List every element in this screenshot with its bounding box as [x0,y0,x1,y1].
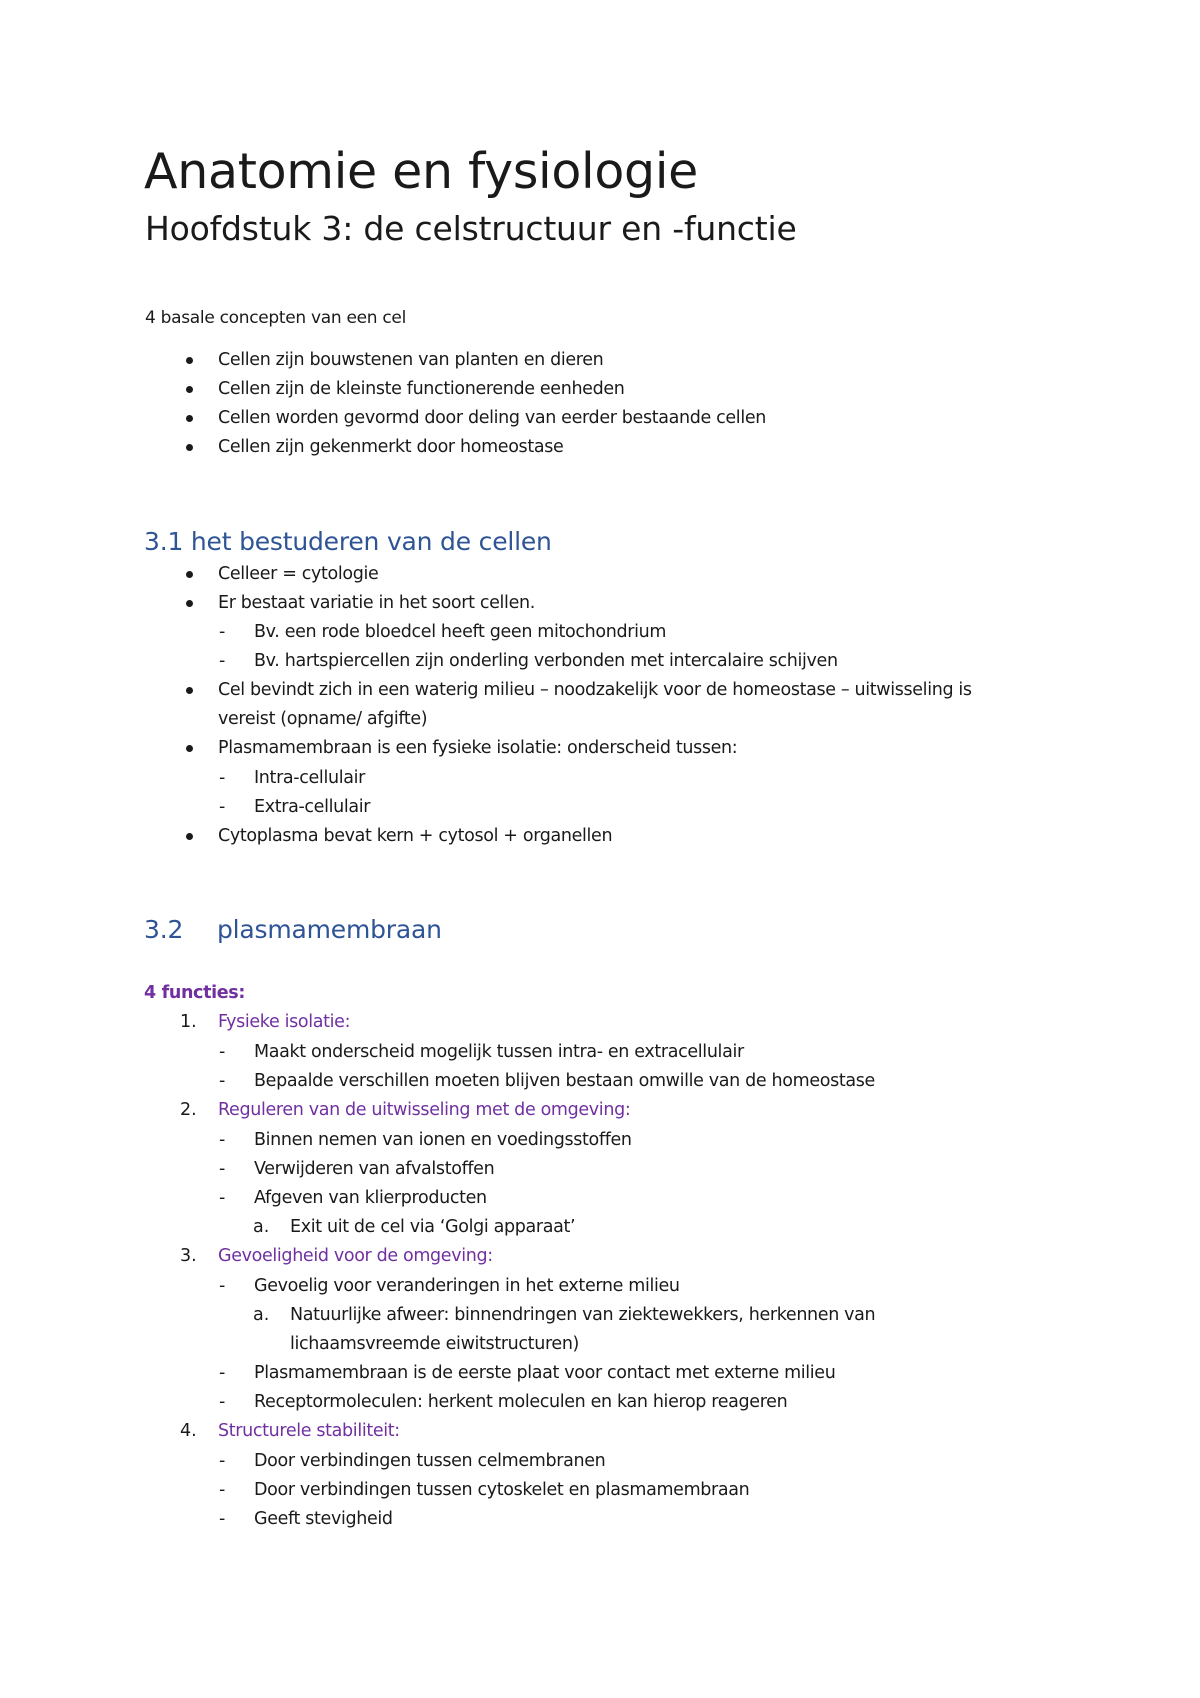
intro-item: Cellen zijn de kleinste functionerende eenheden [218,379,625,399]
function-item: Geeft stevigheid [254,1509,393,1529]
bullet-icon [186,687,193,694]
section-title: plasmamembraan [217,915,442,944]
dash-marker: - [219,1392,226,1412]
dash-marker: - [219,1509,226,1529]
bullet-icon [186,357,193,364]
bullet-icon [186,600,193,607]
document-subtitle: Hoofdstuk 3: de celstructuur en -functie [145,209,797,248]
function-item: Bepaalde verschillen moeten blijven bestaan omwille van de homeostase [254,1071,875,1091]
list-subitem: Intra-cellulair [254,768,365,788]
dash-marker: - [219,1480,226,1500]
intro-item: Cellen zijn gekenmerkt door homeostase [218,437,564,457]
bullet-icon [186,444,193,451]
number-marker: 3. [180,1246,197,1266]
list-item: Cytoplasma bevat kern + cytosol + organellen [218,826,613,846]
section-heading-3-1: 3.1 het bestuderen van de cellen [144,527,552,556]
bullet-icon [186,386,193,393]
list-subitem: Bv. een rode bloedcel heeft geen mitochondrium [254,622,667,642]
list-item: Celleer = cytologie [218,564,379,584]
function-title: Structurele stabiliteit: [218,1421,400,1441]
intro-item: Cellen worden gevormd door deling van eerder bestaande cellen [218,408,766,428]
letter-marker: a. [253,1217,270,1237]
list-item: Plasmamembraan is een fysieke isolatie: onderscheid tussen: [218,738,738,758]
letter-marker: a. [253,1305,270,1325]
dash-marker: - [219,797,226,817]
list-item: Cel bevindt zich in een waterig milieu – noodzakelijk voor de homeostase – uitwisseling is [218,680,972,700]
section-heading-3-2 [144,915,442,944]
function-item: Door verbindingen tussen cytoskelet en plasmamembraan [254,1480,750,1500]
dash-marker: - [219,1130,226,1150]
dash-marker: - [219,1071,226,1091]
function-item: Receptormoleculen: herkent moleculen en kan hierop reageren [254,1392,788,1412]
dash-marker: - [219,1188,226,1208]
function-item: Maakt onderscheid mogelijk tussen intra- en extracellulair [254,1042,744,1062]
dash-marker: - [219,1159,226,1179]
function-title: Fysieke isolatie: [218,1012,351,1032]
list-item-continuation: vereist (opname/ afgifte) [218,709,428,729]
list-item: Er bestaat variatie in het soort cellen. [218,593,535,613]
function-item: Gevoelig voor veranderingen in het externe milieu [254,1276,680,1296]
functions-label: 4 functies: [144,983,245,1003]
bullet-icon [186,833,193,840]
function-item: Binnen nemen van ionen en voedingsstoffen [254,1130,632,1150]
dash-marker: - [219,1042,226,1062]
number-marker: 1. [180,1012,197,1032]
dash-marker: - [219,651,226,671]
function-item: Plasmamembraan is de eerste plaat voor contact met externe milieu [254,1363,836,1383]
dash-marker: - [219,1451,226,1471]
function-title: Reguleren van de uitwisseling met de omgeving: [218,1100,631,1120]
function-subitem: Exit uit de cel via ‘Golgi apparaat’ [290,1217,576,1237]
number-marker: 4. [180,1421,197,1441]
function-item: Door verbindingen tussen celmembranen [254,1451,606,1471]
bullet-icon [186,415,193,422]
dash-marker: - [219,1363,226,1383]
dash-marker: - [219,768,226,788]
function-item: Afgeven van klierproducten [254,1188,487,1208]
dash-marker: - [219,622,226,642]
function-title: Gevoeligheid voor de omgeving: [218,1246,493,1266]
list-subitem: Extra-cellulair [254,797,371,817]
function-item: Verwijderen van afvalstoffen [254,1159,495,1179]
document-title: Anatomie en fysiologie [144,143,699,200]
list-subitem: Bv. hartspiercellen zijn onderling verbonden met intercalaire schijven [254,651,838,671]
function-subitem: Natuurlijke afweer: binnendringen van ziektewekkers, herkennen van [290,1305,876,1325]
bullet-icon [186,571,193,578]
section-number: 3.2 [144,915,184,944]
intro-item: Cellen zijn bouwstenen van planten en dieren [218,350,604,370]
intro-heading: 4 basale concepten van een cel [145,308,406,328]
function-subitem-continuation: lichaamsvreemde eiwitstructuren) [290,1334,580,1354]
dash-marker: - [219,1276,226,1296]
number-marker: 2. [180,1100,197,1120]
bullet-icon [186,745,193,752]
